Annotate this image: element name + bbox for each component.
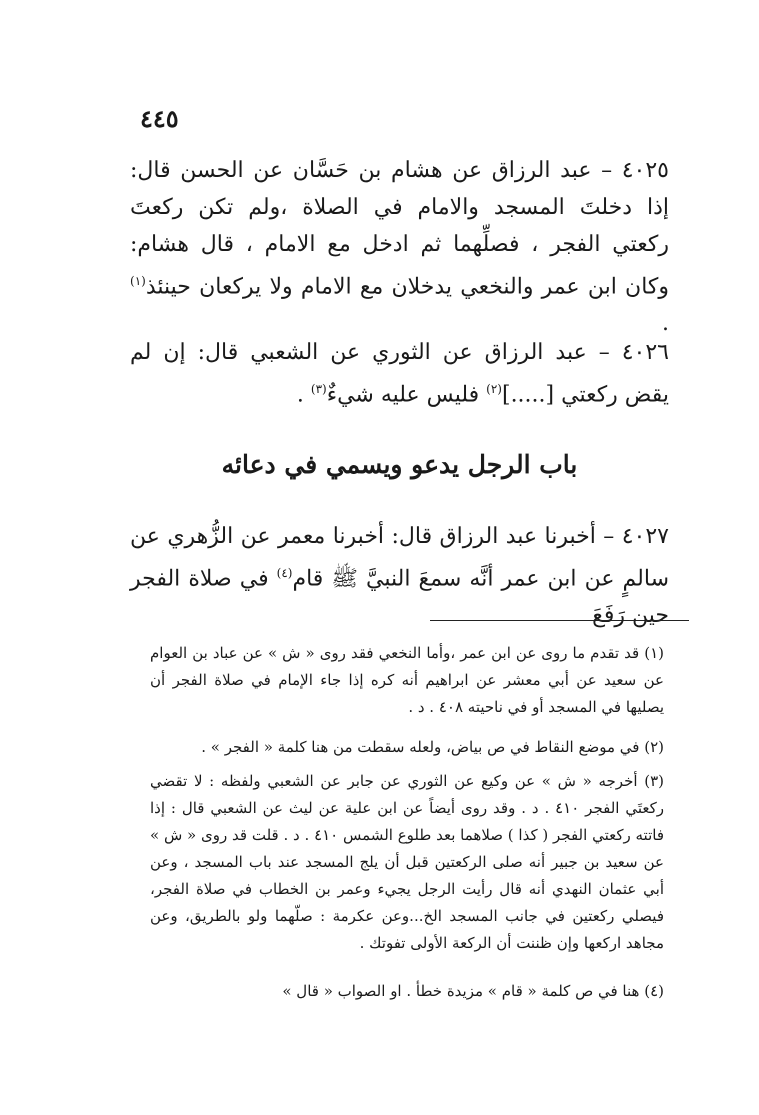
section-heading: باب الرجل يدعو ويسمي في دعائه [221, 450, 578, 479]
footnote-marker: (٣) [644, 772, 664, 790]
footnote-4 [150, 978, 664, 1005]
entry-text: في صلاة الفجر حين رَفَعَ [130, 566, 669, 629]
footnote-text: أخرجه « ش » عن وكيع عن الثوري عن جابر عن الشعبي ولفظه : لا تقضي ركعتَي الفجر ٤١٠ . د . وقد روى أيضاً عن ابن علية عن ليث عن الشعبي قال : إذا فاتته ركعتي الفجر ( كذا ) صلاهما بعد طلوع الشمس ٤١٠ . د . قلت قد روى « ش » عن سعيد بن جبير أنه صلى الركعتين قبل أن يلج المسجد عند باب المسجد ، وعن أبي عثمان النهدي أنه قال رأيت الرجل يجيء وعمر بن الخطاب في صلاة الفجر، فيصلي ركعتين في جانب المسجد الخ...وعن عكرمة : صلّهما ولو بالطريق، وعن مجاهد اركعها وإن ظننت أن الركعة الأولى تفوتك . [150, 772, 664, 952]
footnote-marker: (٢) [486, 382, 502, 396]
footnote-marker: (٤) [276, 566, 293, 580]
footnote-marker: (٣) [310, 382, 327, 396]
hadith-entry-4026 [130, 334, 669, 413]
footnote-divider [430, 620, 689, 621]
entry-end: . [662, 311, 669, 337]
footnote-text: هنا في ص كلمة « قام » مزيدة خطأ . او الصواب « قال » [282, 982, 640, 1000]
footnote-text: في موضع النقاط في ص بياض، ولعله سقطت من هنا كلمة « الفجر » . [201, 738, 640, 756]
footnote-text: قد تقدم ما روى عن ابن عمر ،وأما النخعي فقد روى « ش » عن عباد بن العوام عن سعيد عن أبي معشر عن ابراهيم أنه كره إذا جاء الإمام في صلاة الفجر أن يصليها في المسجد أو في ناحيته ٤٠٨ . د . [150, 644, 664, 716]
footnote-marker: (٤) [644, 982, 664, 1000]
footnote-marker: (١) [644, 644, 664, 662]
entry-text: فليس عليه شيءٌ [326, 382, 487, 408]
entry-text: ٤٠٢٦ – عبد الرزاق عن الثوري عن الشعبي قال: إن لم يقض ركعتي [.....] [130, 340, 669, 408]
footnote-2 [150, 734, 664, 761]
footnote-marker: (٢) [644, 738, 664, 756]
entry-end: . [296, 382, 311, 408]
entry-text: ٤٠٢٥ – عبد الرزاق عن هشام بن حَسَّان عن الحسن قال: إذا دخلتَ المسجد والامام في الصلاة ،ولم تكن ركعتَ ركعتي الفجر ، فصلِّهما ثم ادخل مع الامام ، قال هشام: وكان ابن عمر والنخعي يدخلان مع الامام ولا يركعان حينئذ [130, 158, 669, 300]
footnote-3 [150, 768, 664, 957]
footnote-marker: (١) [130, 274, 146, 288]
hadith-entry-4025 [130, 152, 669, 342]
hadith-entry-4027 [130, 518, 669, 634]
footnote-1 [150, 640, 664, 721]
page-number: ٤٤٥ [140, 104, 179, 133]
entry-text: ٤٠٢٧ – أخبرنا عبد الرزاق قال: أخبرنا معمر عن الزُّهري عن سالمٍ عن ابن عمر أنَّه سمعَ النبيَّ ﷺ قام [130, 524, 670, 592]
